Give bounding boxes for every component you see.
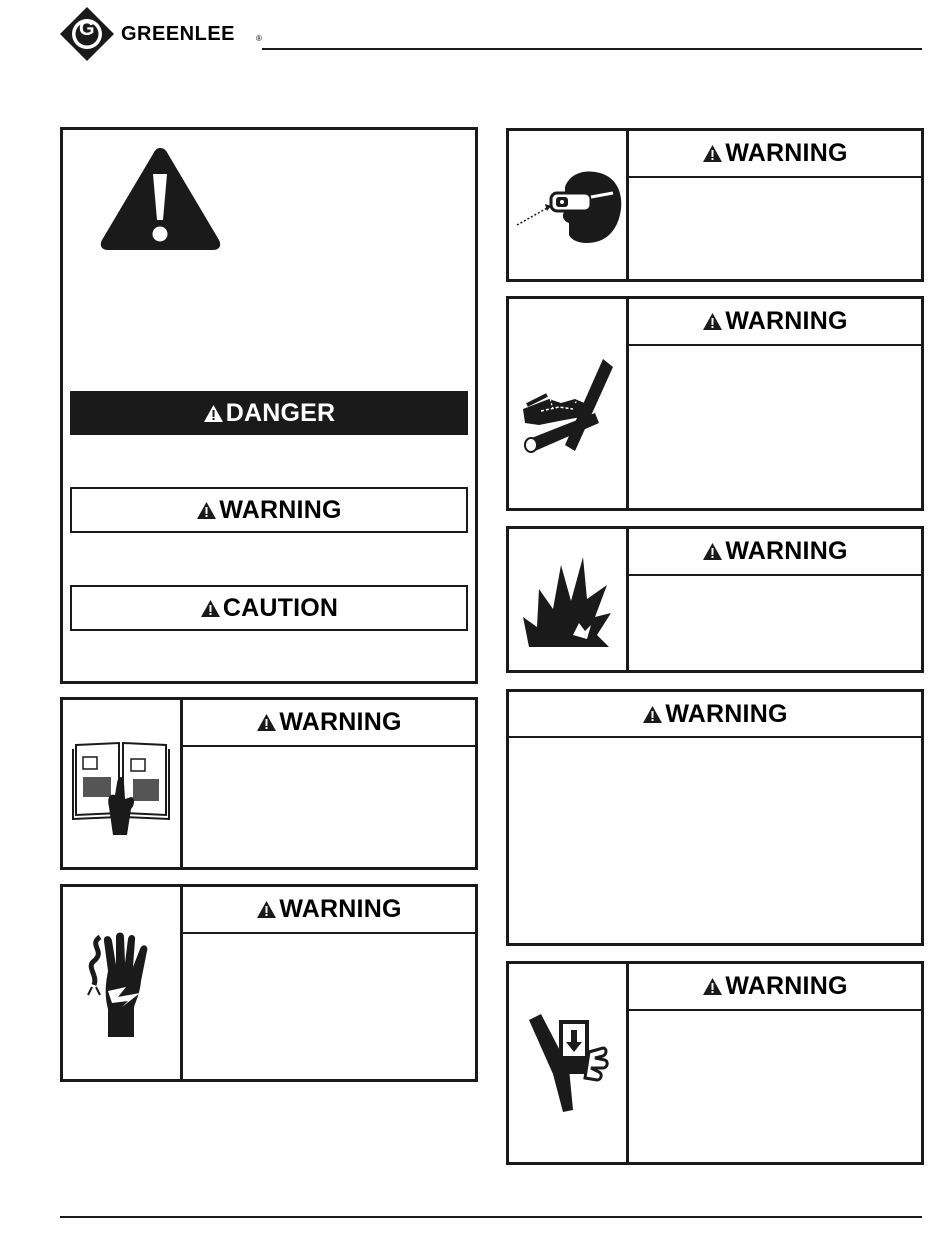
alert-triangle-icon	[256, 900, 277, 919]
warning-header	[183, 700, 475, 745]
alert-triangle-icon	[702, 977, 723, 996]
header-rule	[629, 574, 921, 576]
alert-triangle-icon	[702, 312, 723, 331]
warning-box-flying	[506, 296, 924, 511]
eye-protection-icon	[515, 167, 625, 247]
warning-box-explosion	[506, 526, 924, 673]
warning-header	[629, 299, 921, 344]
alert-triangle-icon	[702, 144, 723, 163]
signal-word-panel	[60, 127, 478, 684]
alert-triangle-icon	[200, 599, 221, 618]
warning-label: WARNING	[725, 537, 848, 565]
warning-header	[629, 529, 921, 574]
warning-label: WARNING	[725, 972, 848, 1000]
header-rule	[629, 176, 921, 178]
alert-triangle-icon	[98, 144, 223, 254]
caution-label: CAUTION	[222, 593, 339, 622]
warning-header	[509, 692, 921, 736]
registered-mark: ®	[256, 34, 262, 43]
electric-shock-icon	[78, 931, 168, 1041]
caution-banner	[70, 585, 468, 631]
warning-header	[629, 964, 921, 1009]
warning-header	[629, 131, 921, 176]
flying-debris-icon	[519, 355, 619, 465]
header-rule	[262, 48, 922, 50]
header-rule	[509, 736, 921, 738]
header-rule	[629, 344, 921, 346]
footer-rule	[60, 1216, 922, 1218]
warning-box-eye	[506, 128, 924, 282]
warning-label: WARNING	[725, 307, 848, 335]
alert-triangle-icon	[256, 713, 277, 732]
header	[0, 0, 950, 60]
logo-letter: G	[79, 18, 95, 40]
alert-triangle-icon	[196, 501, 217, 520]
warning-box-crush	[506, 961, 924, 1165]
read-manual-icon	[71, 735, 171, 835]
warning-label: WARNING	[665, 699, 788, 728]
alert-triangle-icon	[702, 542, 723, 561]
warning-label: WARNING	[279, 708, 402, 736]
header-rule	[629, 1009, 921, 1011]
crush-hazard-icon	[525, 1012, 611, 1112]
header-rule	[183, 932, 475, 934]
danger-label: DANGER	[225, 398, 336, 427]
warning-label: WARNING	[279, 895, 402, 923]
warning-header	[183, 887, 475, 932]
warning-box-shock	[60, 884, 478, 1082]
warning-box-general	[506, 689, 924, 946]
warning-banner	[70, 487, 468, 533]
alert-triangle-icon	[203, 404, 224, 423]
danger-banner	[70, 391, 468, 435]
brand-name: GREENLEE	[121, 23, 236, 45]
warning-label: WARNING	[725, 139, 848, 167]
alert-triangle-icon	[642, 705, 663, 724]
warning-label: WARNING	[219, 495, 342, 524]
warning-box-manual	[60, 697, 478, 870]
header-rule	[183, 745, 475, 747]
explosion-icon	[521, 555, 613, 649]
